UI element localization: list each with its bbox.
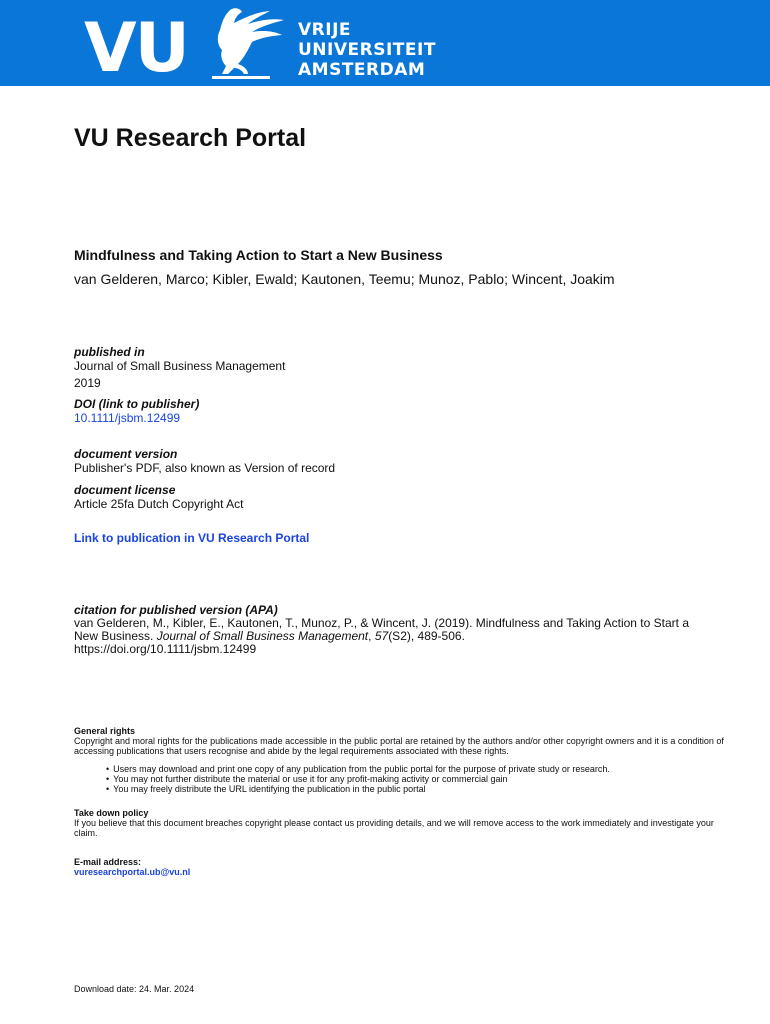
citation-text	[74, 617, 714, 643]
rights-bullet-list	[74, 764, 724, 794]
citation-authors-title: van Gelderen, M., Kibler, E., Kautonen, T., Munoz, P., & Wincent, J. (2019). Mindfulness and Taking Action to Start a New Business.	[74, 616, 689, 643]
logo-line: UNIVERSITEIT	[298, 40, 436, 60]
logo-initials: VU	[84, 9, 188, 88]
publication-year: 2019	[74, 376, 101, 390]
logo-wordmark	[298, 20, 436, 80]
citation-doi-url[interactable]: https://doi.org/10.1111/jsbm.12499	[74, 642, 257, 656]
doi-block	[74, 397, 199, 425]
citation-volume: 57	[374, 629, 389, 643]
citation-separator: ,	[368, 629, 375, 643]
page-title: VU Research Portal	[74, 124, 307, 152]
citation-journal: Journal of Small Business Management	[156, 629, 369, 643]
list-item: • Users may download and print one copy of any publication from the public portal for the purpose of private study or research.	[106, 764, 724, 774]
general-rights-block	[74, 726, 724, 794]
email-block	[74, 857, 724, 877]
document-version-value: Publisher's PDF, also known as Version of record	[74, 461, 336, 475]
general-rights-label: General rights	[74, 726, 136, 736]
journal-name: Journal of Small Business Management	[74, 359, 286, 373]
download-date: Download date: 24. Mar. 2024	[74, 984, 195, 994]
email-label: E-mail address:	[74, 857, 142, 867]
email-link[interactable]: vuresearchportal.ub@vu.nl	[74, 867, 191, 877]
takedown-label: Take down policy	[74, 808, 149, 818]
publication-title: Mindfulness and Taking Action to Start a New Business	[74, 247, 443, 263]
general-rights-text: Copyright and moral rights for the publications made accessible in the public portal are retained by the authors and/or other copyright owners and it is a condition of accessing publications that users recognise and abide by the legal requirements associated with these rights.	[74, 736, 724, 756]
list-item: • You may freely distribute the URL identifying the publication in the public portal	[106, 784, 724, 794]
citation-label: citation for published version (APA)	[74, 603, 278, 617]
logo-line: VRIJE	[298, 20, 352, 40]
document-version-label: document version	[74, 447, 178, 461]
document-license-label: document license	[74, 483, 176, 497]
portal-publication-link[interactable]: Link to publication in VU Research Portal	[74, 531, 310, 545]
header-banner	[0, 0, 770, 86]
griffin-icon	[204, 6, 288, 87]
document-license-block	[74, 483, 243, 511]
citation-block	[74, 604, 714, 656]
logo-line: AMSTERDAM	[298, 60, 426, 80]
list-item: • You may not further distribute the material or use it for any profit-making activity or commercial gain	[106, 774, 724, 784]
document-license-value: Article 25fa Dutch Copyright Act	[74, 497, 244, 511]
takedown-policy-block	[74, 808, 724, 838]
citation-pages: (S2), 489-506.	[388, 629, 465, 643]
doi-link[interactable]: 10.1111/jsbm.12499	[74, 411, 181, 425]
publication-authors: van Gelderen, Marco; Kibler, Ewald; Kautonen, Teemu; Munoz, Pablo; Wincent, Joakim	[74, 271, 615, 287]
published-in-block	[74, 345, 285, 390]
takedown-text: If you believe that this document breaches copyright please contact us providing details, and we will remove access to the work immediately and investigate your claim.	[74, 818, 714, 838]
document-version-block	[74, 447, 335, 475]
doi-label: DOI (link to publisher)	[74, 397, 200, 411]
portal-link-block	[74, 531, 309, 545]
published-in-label: published in	[74, 345, 145, 359]
